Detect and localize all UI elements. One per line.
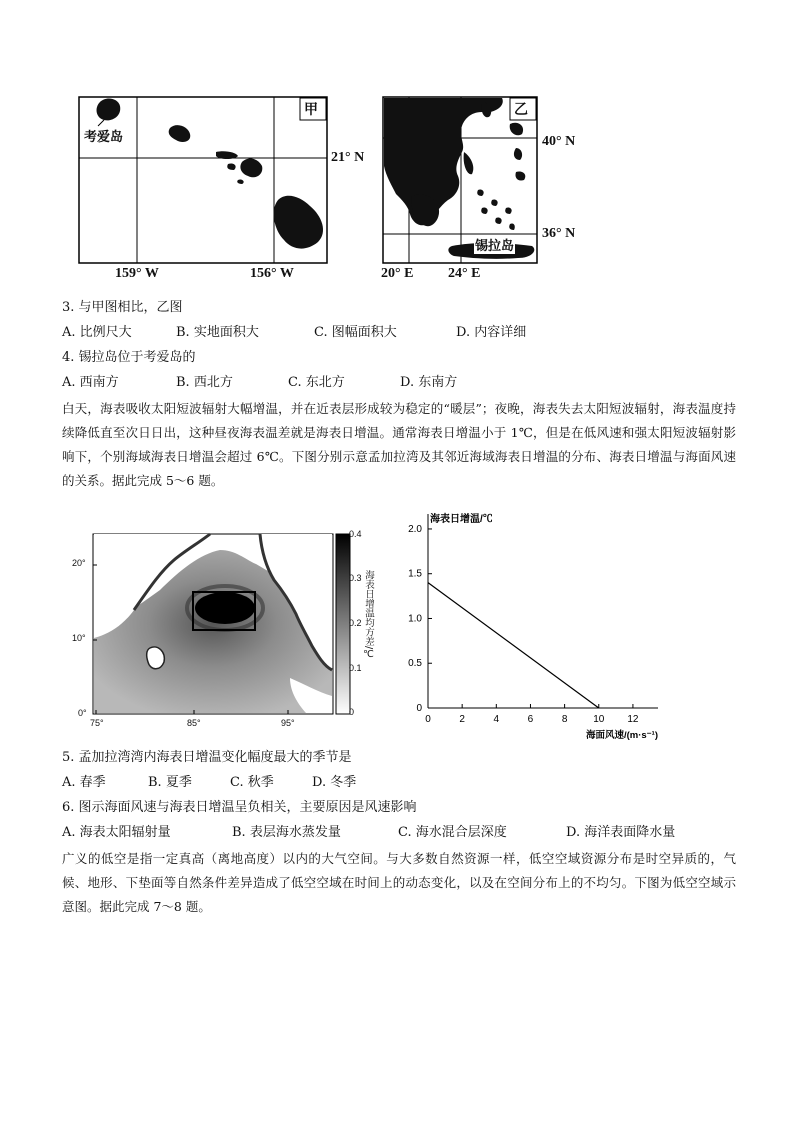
map-yi-lon-label-2: 24° E (448, 266, 481, 281)
q6-option-d: D. 海洋表面降水量 (566, 825, 676, 840)
q3-option-c: C. 图幅面积大 (314, 325, 397, 340)
y-axis-label: 海表日增温/℃ (430, 514, 493, 525)
heatmap-lon-tick-75: 75° (90, 718, 104, 728)
heatmap-lon-tick-85: 85° (187, 718, 201, 728)
passage-1: 白天，海表吸收太阳短波辐射大幅增温，并在近表层形成较为稳定的“暖层”；夜晚，海表失去太阳短波辐射，海表温度持续降低直至次日日出，这种昼夜海表温差就是海表日增温。通常海表日增温小于 1℃，但是在低风速和强太阳短波辐射影响下，个别海域海表日增温会超过 6℃。下图分别示意孟加拉湾及其邻近海域海表日增温的分布、海表日增温与海面风速的关系。据此完成 5～6 题。 (62, 401, 736, 488)
x-tick-label: 4 (493, 714, 500, 725)
map-yi-lat-label-1: 40° N (542, 134, 576, 149)
q6-option-a: A. 海表太阳辐射量 (62, 825, 171, 840)
colorbar (336, 534, 350, 714)
kauai-label: 考爱岛 (84, 129, 124, 144)
x-tick-label: 10 (593, 714, 605, 725)
x-tick-label: 8 (561, 714, 568, 725)
y-tick-label: 0 (416, 703, 422, 714)
wind-sst-chart (396, 508, 664, 744)
x-tick-label: 12 (627, 714, 639, 725)
map-yi-lon-label-1: 20° E (381, 266, 414, 281)
sst-heatmap-figure (60, 520, 390, 742)
map-jia-lat-label: 21° N (331, 150, 365, 165)
q3-stem: 3. 与甲图相比，乙图 (62, 300, 183, 315)
sst-heatmap (60, 520, 390, 742)
heatmap-lat-tick-10: 10° (72, 633, 86, 643)
colorbar-tick-0: 0 (349, 707, 355, 717)
x-axis-label: 海面风速/(m·s⁻¹) (585, 730, 658, 741)
map-jia-drawing (78, 96, 328, 264)
q6-option-b: B. 表层海水蒸发量 (232, 825, 341, 840)
q4-option-c: C. 东北方 (288, 375, 345, 390)
map-jia (78, 96, 328, 264)
map-yi-corner-label: 乙 (514, 103, 528, 118)
y-tick-label: 0.5 (408, 658, 422, 670)
q4-option-b: B. 西北方 (176, 375, 233, 390)
x-tick-label: 2 (459, 714, 465, 725)
colorbar-tick-02: 0.2 (349, 618, 362, 628)
colorbar-tick-03: 0.3 (349, 573, 362, 583)
santorini-label: 锡拉岛 (474, 235, 515, 254)
colorbar-tick-04: 0.4 (349, 529, 362, 539)
q3-option-a: A. 比例尺大 (62, 325, 132, 340)
map-yi (382, 96, 538, 264)
x-tick-label: 0 (425, 714, 431, 725)
map-yi-lat-label-2: 36° N (542, 226, 576, 241)
y-tick-label: 2.0 (408, 523, 422, 535)
colorbar-label: 海表日增温均方差/℃ (363, 570, 374, 661)
colorbar-tick-01: 0.1 (349, 663, 362, 673)
series-line (428, 583, 599, 708)
q5-option-d: D. 冬季 (312, 775, 357, 790)
q4-option-d: D. 东南方 (400, 375, 458, 390)
q5-option-b: B. 夏季 (148, 775, 192, 790)
passage-2: 广义的低空是指一定真高（离地高度）以内的大气空间。与大多数自然资源一样，低空空域资源分布是时空异质的，气候、地形、下垫面等自然条件差异造成了低空空域在时间上的动态变化，以及在空间分布上的不均匀。下图为低空空域示意图。据此完成 7～8 题。 (62, 851, 736, 914)
q5-stem: 5. 孟加拉湾湾内海表日增温变化幅度最大的季节是 (62, 750, 352, 765)
x-tick-label: 6 (527, 714, 534, 725)
map-jia-lon-label-1: 159° W (115, 266, 159, 281)
q3-option-d: D. 内容详细 (456, 325, 527, 340)
heatmap-lon-tick-95: 95° (281, 718, 295, 728)
heatmap-lat-tick-20: 20° (72, 558, 86, 568)
q5-option-c: C. 秋季 (230, 775, 274, 790)
q4-stem: 4. 锡拉岛位于考爱岛的 (62, 350, 196, 365)
q5-option-a: A. 春季 (62, 775, 106, 790)
heatmap-lat-tick-0: 0° (78, 708, 87, 718)
wind-sst-chart-svg (396, 508, 664, 744)
y-tick-label: 1.5 (408, 568, 422, 580)
map-jia-corner-label: 甲 (304, 103, 318, 118)
q6-stem: 6. 图示海面风速与海表日增温呈负相关，主要原因是风速影响 (62, 800, 417, 815)
heatmap-core (195, 592, 255, 624)
q4-option-a: A. 西南方 (62, 375, 119, 390)
y-tick-label: 1.0 (408, 613, 422, 625)
q6-option-c: C. 海水混合层深度 (398, 825, 507, 840)
q3-option-b: B. 实地面积大 (176, 325, 259, 340)
map-jia-lon-label-2: 156° W (250, 266, 294, 281)
sri-lanka-land (147, 647, 165, 669)
